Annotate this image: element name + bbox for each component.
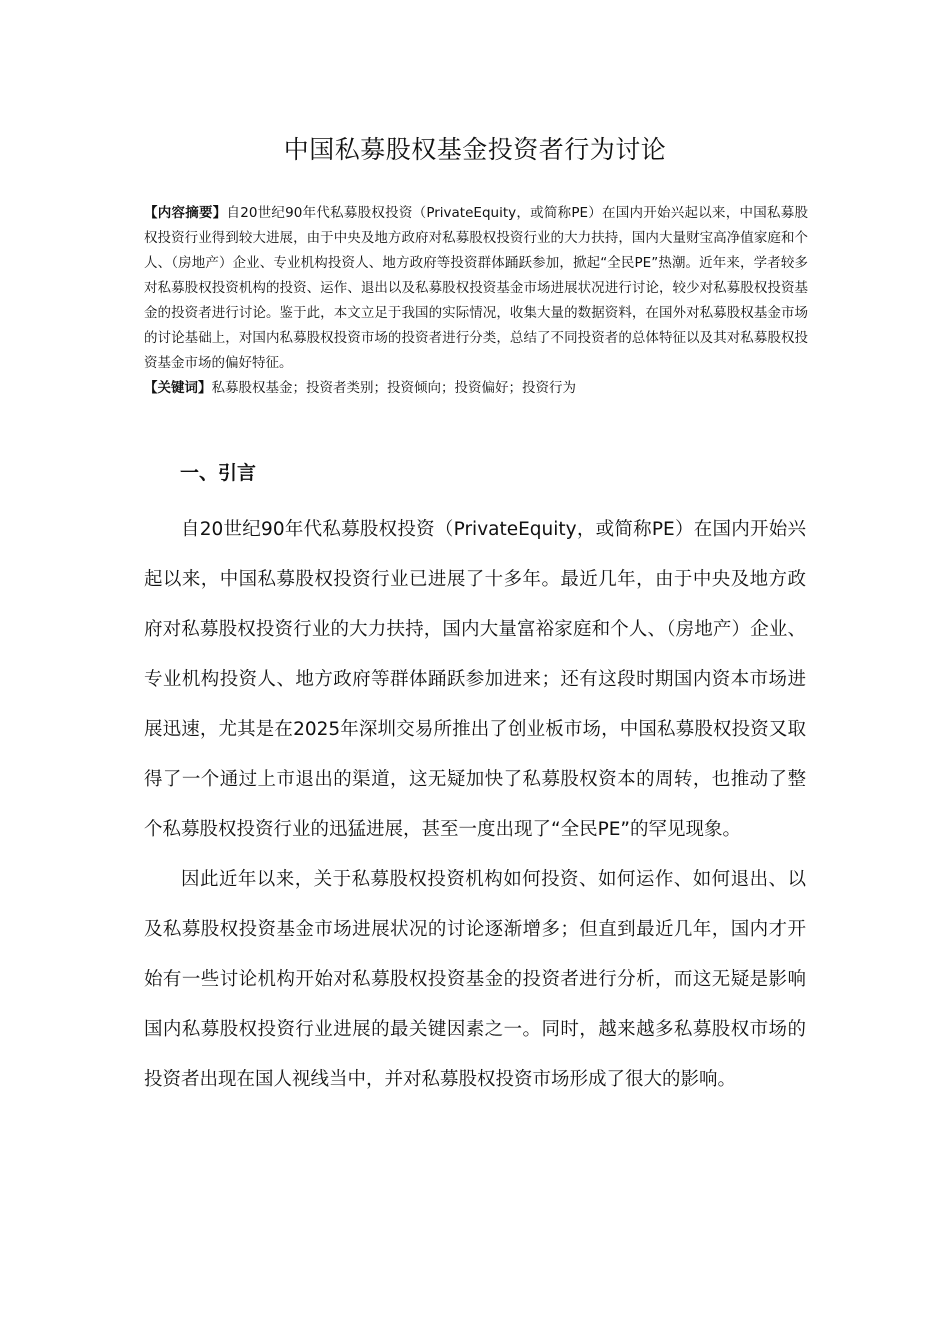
body-paragraph-2: 因此近年以来，关于私募股权投资机构如何投资、如何运作、如何退出、以及私募股权投资基金市场进展状况的讨论逐渐增多；但直到最近几年，国内才开始有一些讨论机构开始对私募股权投资基金的投资者进行分析，而这无疑是影响国内私募股权投资行业进展的最关键因素之一。同时，越来越多私募股权市场的投资者出现在国人视线当中，并对私募股权投资市场形成了很大的影响。 — [144, 869, 806, 1090]
abstract-text: 自20世纪90年代私募股权投资（PrivateEquity，或简称PE）在国内开始兴起以来，中国私募股权投资行业得到较大进展，由于中央及地方政府对私募股权投资行业的大力扶持，国内大量财宝高净值家庭和个人、（房地产）企业、专业机构投资人、地方政府等投资群体踊跃参加，掀起“全民PE”热潮。近年来，学者较多对私募股权投资机构的投资、运作、退出以及私募股权投资基金市场进展状况进行讨论，较少对私募股权投资基金的投资者进行讨论。鉴于此，本文立足于我国的实际情况，收集大量的数据资料，在国外对私募股权基金市场的讨论基础上，对国内私募股权投资市场的投资者进行分类，总结了不同投资者的总体特征以及其对私募股权投资基金市场的偏好特征。 — [144, 205, 809, 371]
document-title: 中国私募股权基金投资者行为讨论 — [283, 135, 667, 164]
abstract-block — [144, 201, 808, 401]
section-heading-introduction: 一、引言 — [180, 462, 257, 484]
body-paragraph-1: 自20世纪90年代私募股权投资（PrivateEquity，或简称PE）在国内开始兴起以来，中国私募股权投资行业已进展了十多年。最近几年，由于中央及地方政府对私募股权投资行业的大力扶持，国内大量富裕家庭和个人、（房地产）企业、专业机构投资人、地方政府等群体踊跃参加进来；还有这段时期国内资本市场进展迅速，尤其是在2025年深圳交易所推出了创业板市场，中国私募股权投资又取得了一个通过上市退出的渠道，这无疑加快了私募股权资本的周转，也推动了整个私募股权投资行业的迅猛进展，甚至一度出现了“全民PE”的罕见现象。 — [144, 519, 806, 840]
keywords-label: 【关键词】 — [144, 380, 212, 396]
keywords-text: 私募股权基金；投资者类别；投资倾向；投资偏好；投资行为 — [211, 380, 576, 396]
abstract-paragraph — [144, 201, 808, 376]
section-body-introduction — [144, 505, 806, 1105]
abstract-label: 【内容摘要】 — [144, 205, 227, 221]
keywords-paragraph — [144, 376, 808, 401]
